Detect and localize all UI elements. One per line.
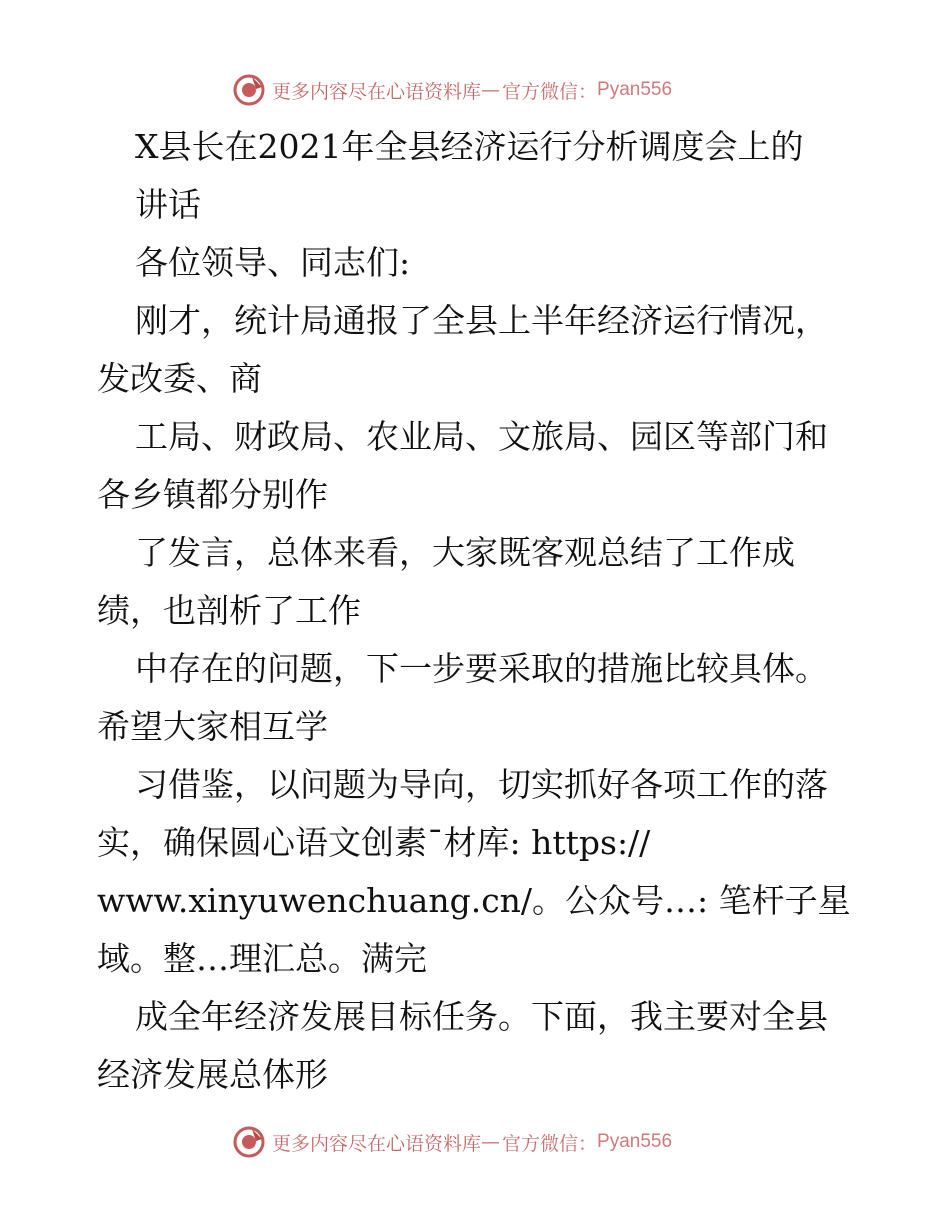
watermark-wechat-label: 官方微信： [502, 80, 598, 103]
body-line: 刚才，统计局通报了全县上半年经济运行情况， [135, 301, 828, 340]
body-line: 成全年经济发展目标任务。下面，我主要对全县 [135, 997, 828, 1036]
watermark-wechat-id: Pyan556 [597, 79, 673, 100]
body-line: www.xinyuwenchuang.cn/。公众号…: 笔杆子星 [97, 881, 851, 920]
body-line: 中存在的问题，下一步要采取的措施比较具体。 [135, 649, 828, 688]
body-line: 经济发展总体形 [97, 1055, 328, 1094]
watermark-text: 更多内容尽在心语资料库 [272, 1132, 482, 1155]
watermark-wechat-id: Pyan556 [597, 1131, 673, 1152]
watermark-dash: — [481, 79, 501, 101]
body-line: 域。整…理汇总。满完 [97, 939, 427, 978]
watermark-text: 更多内容尽在心语资料库 [272, 80, 482, 103]
footer-watermark [232, 1122, 672, 1162]
body-line: 绩，也剖析了工作 [97, 591, 361, 630]
body-line: 工局、财政局、农业局、文旅局、园区等部门和 [135, 417, 828, 456]
logo-icon [232, 1125, 266, 1159]
document-body [97, 118, 857, 1104]
body-line: 各位领导、同志们: [135, 243, 411, 282]
document-title-line-2: 讲话 [135, 185, 201, 224]
body-line: 希望大家相互学 [97, 707, 328, 746]
logo-icon [232, 73, 266, 107]
watermark-dash: — [481, 1131, 501, 1153]
header-watermark [232, 70, 672, 110]
body-line: 了发言，总体来看，大家既客观总结了工作成 [135, 533, 795, 572]
body-line: 各乡镇都分别作 [97, 475, 328, 514]
body-line: 习借鉴，以问题为导向，切实抓好各项工作的落 [135, 765, 828, 804]
watermark-wechat-label: 官方微信： [502, 1132, 598, 1155]
body-line: 实，确保圆心语文创素¯材库: https:// [97, 823, 651, 862]
document-title-line-1: X县长在2021年全县经济运行分析调度会上的 [135, 127, 804, 166]
body-line: 发改委、商 [97, 359, 262, 398]
